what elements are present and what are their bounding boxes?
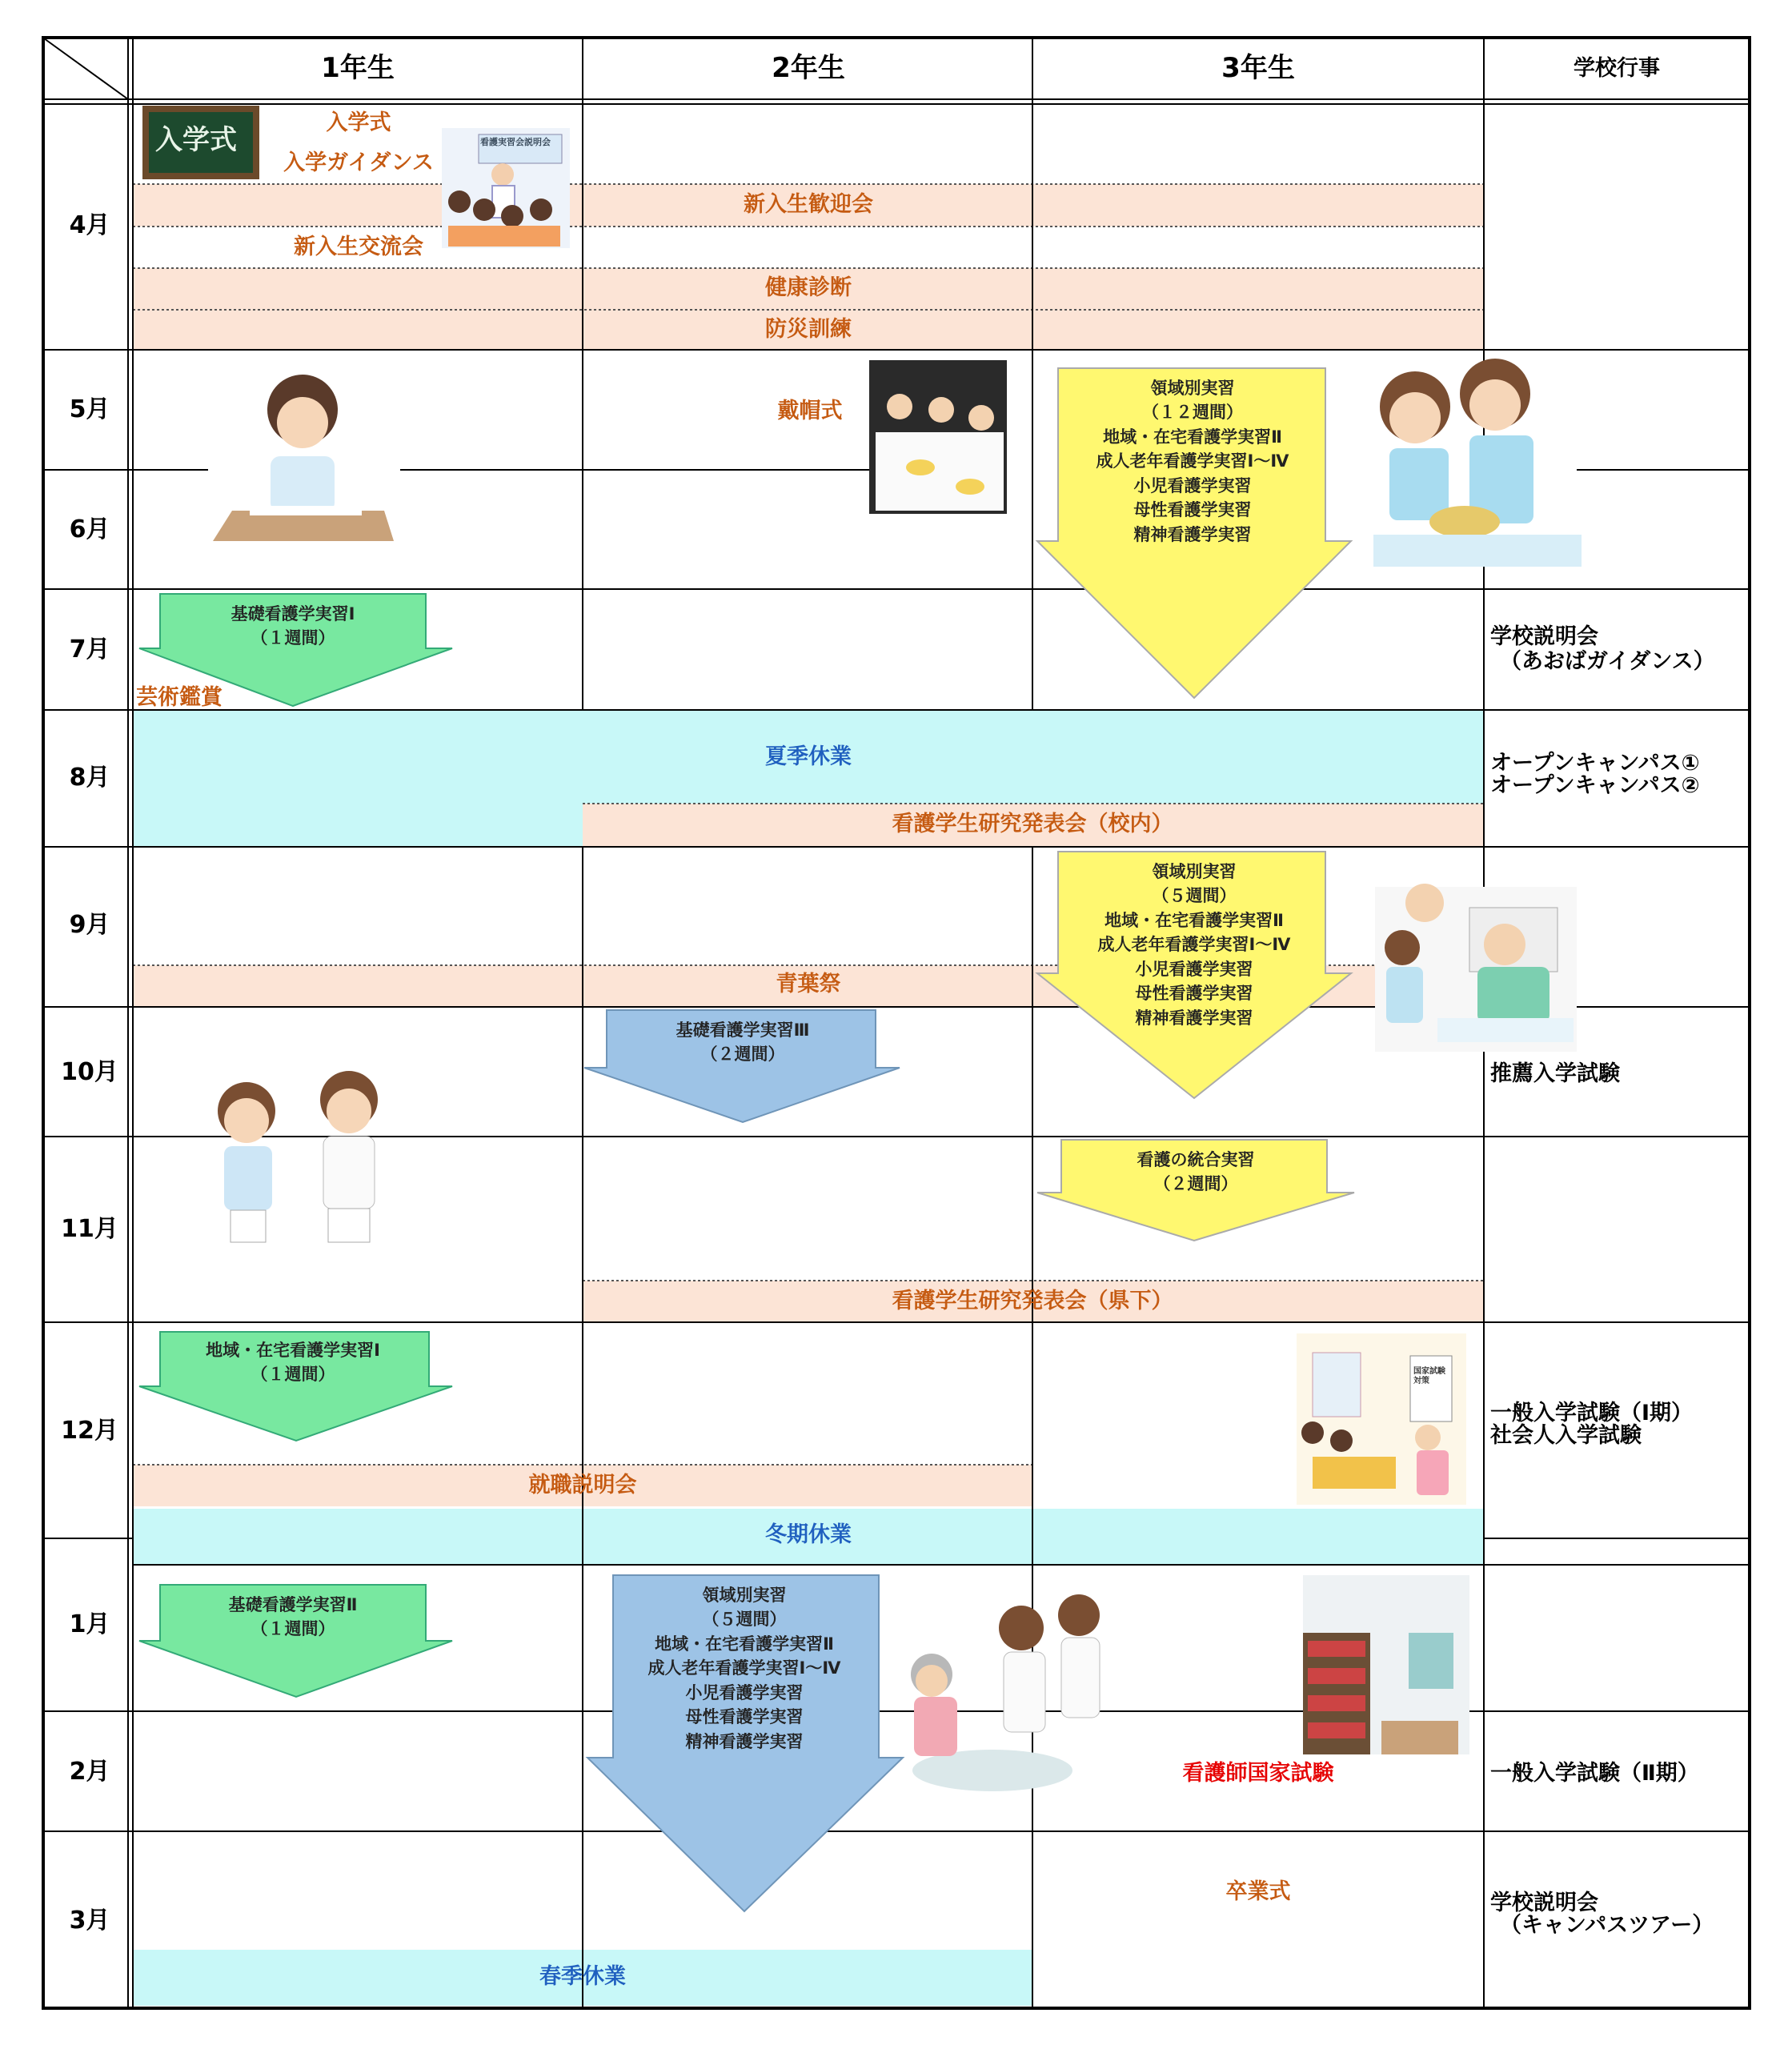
elderly-care-image bbox=[911, 1594, 1100, 1791]
arrow-basic2-text bbox=[229, 1593, 358, 1642]
november-research-pref: 看護学生研究発表会（県下） bbox=[892, 1289, 1173, 1313]
arrow-line: 母性看護学実習 bbox=[1133, 500, 1252, 520]
header-school-events: 学校行事 bbox=[1574, 56, 1660, 81]
april-entrance: 入学式 bbox=[326, 110, 391, 135]
guidance-board-label: 看護実習会説明会 bbox=[480, 137, 551, 147]
may-capping: 戴帽式 bbox=[777, 399, 843, 423]
arrow-line: 地域・在宅看護学実習Ⅱ bbox=[1103, 427, 1282, 447]
month-jan: 1月 bbox=[69, 1610, 110, 1638]
arrow-third-may-text bbox=[1096, 376, 1289, 547]
event-general1 bbox=[1490, 1402, 1693, 1448]
september-festival: 青葉祭 bbox=[776, 972, 841, 996]
library-image bbox=[1303, 1575, 1469, 1754]
event-line: 学校説明会 bbox=[1490, 624, 1598, 649]
arrow-line: 基礎看護学実習Ⅱ bbox=[228, 1595, 358, 1614]
arrow-basic1-line: 基礎看護学実習Ⅰ bbox=[231, 604, 355, 624]
arrow-basic1-text bbox=[231, 602, 355, 651]
december-winter: 冬期休業 bbox=[765, 1522, 852, 1547]
arrow-line: 領域別実習 bbox=[1152, 862, 1237, 881]
march-graduation: 卒業式 bbox=[1225, 1879, 1291, 1904]
august-research-school: 看護学生研究発表会（校内） bbox=[892, 812, 1173, 836]
april-welcome: 新入生歓迎会 bbox=[744, 192, 873, 217]
event-line: 社会人入学試験 bbox=[1490, 1423, 1642, 1449]
arrow-line: 小児看護学実習 bbox=[685, 1682, 804, 1702]
event-general2: 一般入学試験（Ⅱ期） bbox=[1490, 1761, 1699, 1786]
arrow-second-jan-text bbox=[648, 1583, 841, 1754]
exam-board-label: 国家試験対策 bbox=[1413, 1367, 1445, 1385]
arrow-integration-text bbox=[1137, 1148, 1255, 1197]
arrow-line: （５週間） bbox=[702, 1610, 787, 1630]
arrow-line: 精神看護学実習 bbox=[1135, 1008, 1253, 1028]
event-line: オープンキャンパス① bbox=[1490, 751, 1700, 776]
august-summer: 夏季休業 bbox=[765, 744, 852, 769]
arrow-line: （２週間） bbox=[1153, 1174, 1238, 1194]
arrow-basic3-text bbox=[676, 1018, 810, 1067]
month-oct: 10月 bbox=[61, 1057, 118, 1086]
month-feb: 2月 bbox=[69, 1757, 110, 1786]
arrow-line: 領域別実習 bbox=[702, 1586, 787, 1605]
arrow-third-sep-text bbox=[1098, 860, 1291, 1030]
arrow-line: （１週間） bbox=[251, 1365, 335, 1385]
header-year3: 3年生 bbox=[1221, 52, 1295, 84]
december-career: 就職説明会 bbox=[528, 1473, 637, 1498]
bedside-care-image bbox=[1375, 884, 1577, 1052]
two-nurses-image bbox=[218, 1071, 378, 1242]
event-open-campus bbox=[1490, 752, 1700, 798]
arrow-line: 母性看護学実習 bbox=[1135, 984, 1253, 1004]
march-spring: 春季休業 bbox=[539, 1964, 626, 1989]
month-dec: 12月 bbox=[61, 1416, 118, 1445]
month-aug: 8月 bbox=[69, 763, 110, 792]
nurse-practice-image bbox=[1373, 359, 1582, 567]
arrow-line: 精神看護学実習 bbox=[685, 1731, 804, 1751]
arrow-line: 領域別実習 bbox=[1150, 379, 1235, 398]
arrow-line: 看護の統合実習 bbox=[1137, 1150, 1255, 1169]
arrow-line: （１２週間） bbox=[1141, 403, 1243, 423]
april-exchange: 新入生交流会 bbox=[294, 235, 423, 259]
header-year2: 2年生 bbox=[772, 52, 845, 84]
month-mar: 3月 bbox=[69, 1906, 110, 1935]
arrow-basic1-line: （１週間） bbox=[251, 628, 335, 648]
event-line: （あおばガイダンス） bbox=[1500, 649, 1715, 675]
arrow-line: 小児看護学実習 bbox=[1133, 475, 1252, 495]
july-art: 芸術鑑賞 bbox=[136, 685, 222, 710]
event-info-march bbox=[1490, 1892, 1714, 1938]
arrow-line: 成人老年看護学実習Ⅰ～Ⅳ bbox=[647, 1658, 841, 1678]
event-line: 一般入学試験（Ⅰ期） bbox=[1490, 1401, 1694, 1425]
arrow-line: 基礎看護学実習Ⅲ bbox=[676, 1020, 810, 1040]
chalkboard-label: 入学式 bbox=[155, 124, 237, 156]
arrow-line: （２週間） bbox=[700, 1045, 785, 1065]
april-health: 健康診断 bbox=[765, 275, 852, 300]
arrow-line: 小児看護学実習 bbox=[1135, 959, 1253, 979]
february-national-exam: 看護師国家試験 bbox=[1182, 1761, 1334, 1786]
arrow-line: （５週間） bbox=[1152, 886, 1237, 906]
band-summer-y1 bbox=[133, 804, 583, 847]
month-sep: 9月 bbox=[69, 910, 110, 939]
arrow-line: 精神看護学実習 bbox=[1133, 524, 1252, 544]
event-line: オープンキャンパス② bbox=[1490, 773, 1700, 799]
month-jun: 6月 bbox=[69, 515, 110, 543]
arrow-community1-text bbox=[206, 1338, 380, 1387]
april-drill: 防災訓練 bbox=[765, 317, 852, 342]
event-recommend: 推薦入学試験 bbox=[1490, 1061, 1620, 1086]
arrow-line: 地域・在宅看護学実習Ⅰ bbox=[206, 1341, 380, 1360]
event-line: 学校説明会 bbox=[1490, 1891, 1598, 1915]
arrow-line: 成人老年看護学実習Ⅰ～Ⅳ bbox=[1097, 935, 1291, 955]
event-info-july bbox=[1490, 624, 1715, 674]
header-year1: 1年生 bbox=[321, 52, 395, 84]
april-guidance: 入学ガイダンス bbox=[283, 150, 434, 175]
month-may: 5月 bbox=[69, 395, 110, 423]
arrow-line: 成人老年看護学実習Ⅰ～Ⅳ bbox=[1096, 451, 1289, 471]
arrow-line: 地域・在宅看護学実習Ⅱ bbox=[1104, 910, 1284, 930]
arrow-line: （１週間） bbox=[251, 1619, 335, 1639]
month-nov: 11月 bbox=[61, 1214, 118, 1243]
arrow-line: 母性看護学実習 bbox=[685, 1707, 804, 1727]
capping-ceremony-image bbox=[869, 360, 1007, 514]
exam-study-image bbox=[1297, 1333, 1466, 1505]
month-jul: 7月 bbox=[69, 635, 110, 664]
event-line: （キャンパスツアー） bbox=[1500, 1913, 1714, 1939]
studying-student-image bbox=[213, 375, 394, 541]
arrow-line: 地域・在宅看護学実習Ⅱ bbox=[655, 1634, 834, 1654]
month-apr: 4月 bbox=[69, 211, 110, 239]
